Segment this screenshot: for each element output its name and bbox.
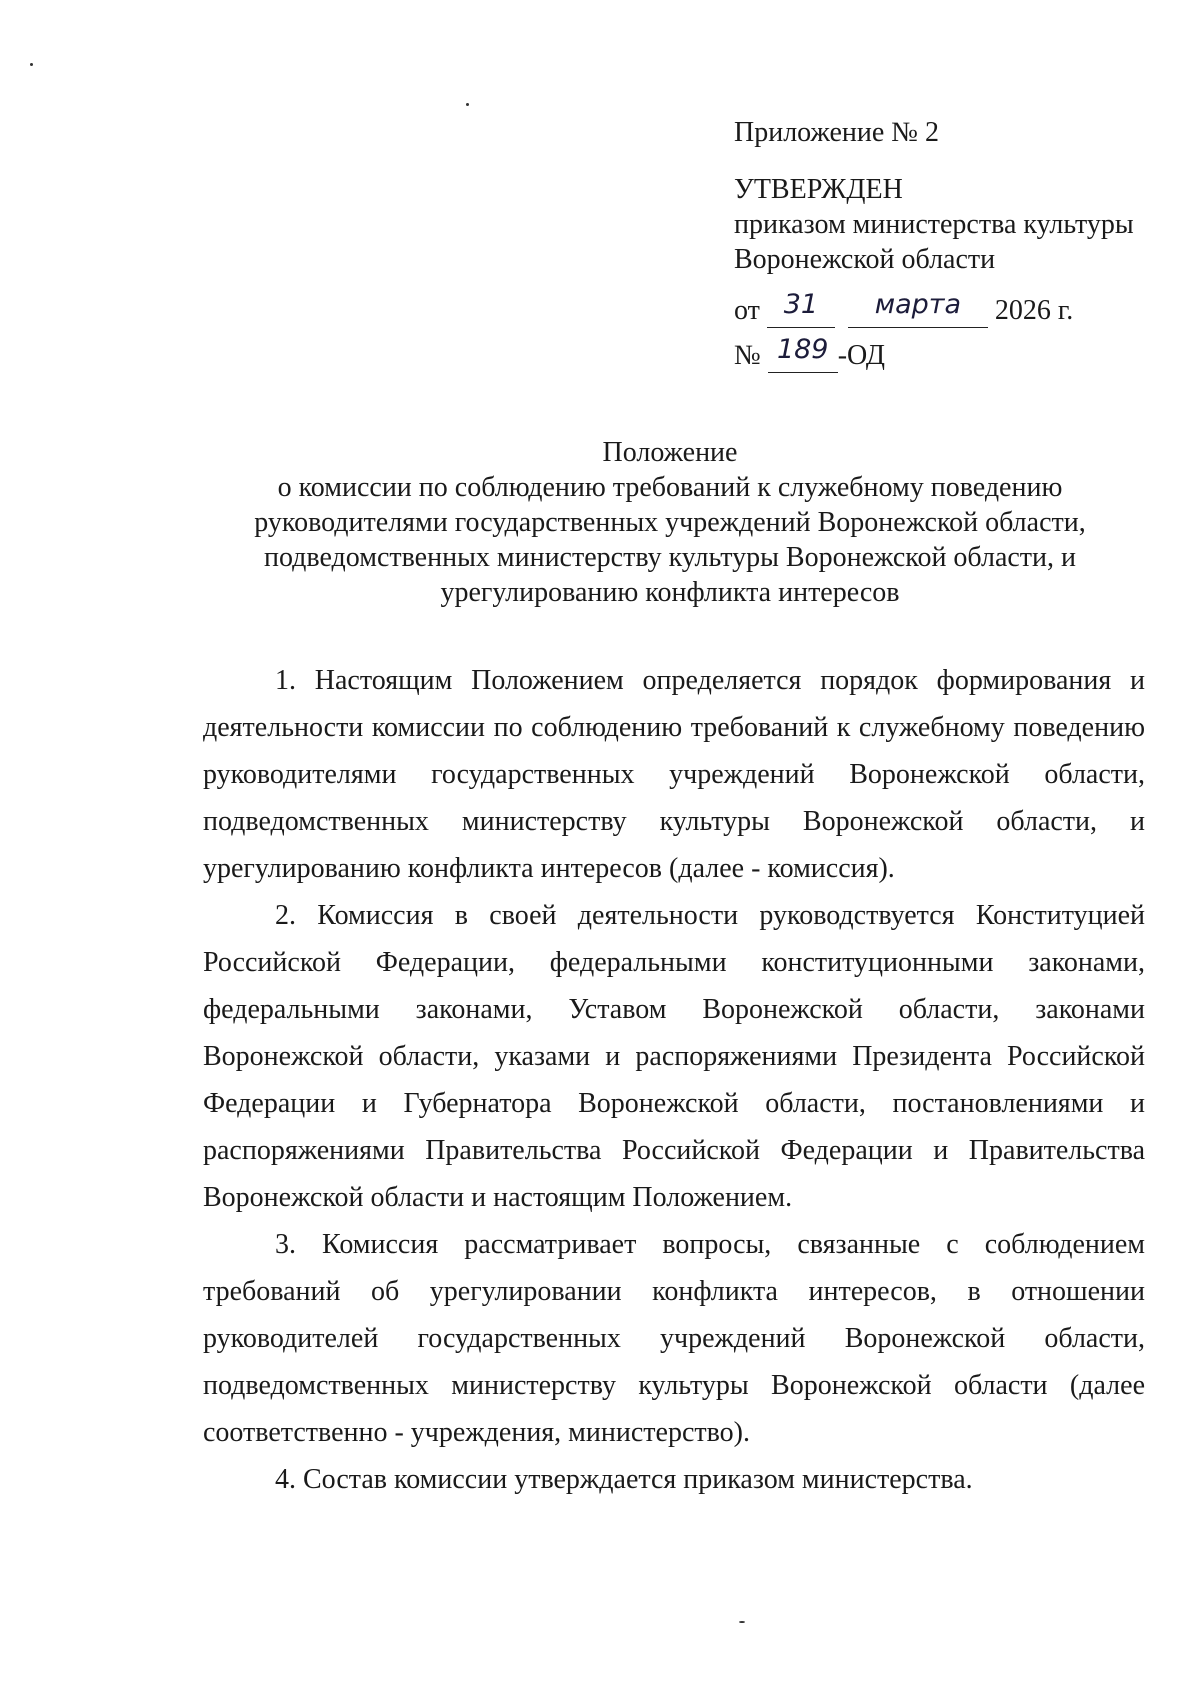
date-day-field [767, 289, 835, 328]
date-month-handwritten: марта [874, 289, 962, 320]
document-body [203, 657, 1145, 1503]
title-line-3: подведомственных министерству культуры Воронежской области, и [263, 542, 1077, 573]
date-prefix: от [734, 295, 760, 326]
paragraph-1: 1. Настоящим Положением определяется порядок формирования и деятельности комиссии по соблюдению требований к служебному поведению руководителями государственных учреждений Воронежской области, подведомственных министерству культуры Воронежской области, и урегулированию конфликта интересов (далее - комиссия). [203, 665, 1145, 884]
title-line-1: о комиссии по соблюдению требований к служебному поведению [277, 472, 1063, 503]
approved-label: УТВЕРЖДЕН [734, 174, 903, 205]
approval-block [734, 115, 1154, 373]
number-prefix: № [734, 340, 761, 371]
appendix-label: Приложение № 2 [734, 117, 939, 148]
title-line-4: урегулированию конфликта интересов [440, 577, 900, 608]
date-year: 2026 г. [994, 295, 1074, 326]
title-line-2: руководителями государственных учреждений Воронежской области, [254, 507, 1086, 538]
order-line-2: Воронежской области [734, 244, 996, 275]
number-field [768, 334, 838, 373]
date-day-handwritten: 31 [783, 289, 819, 320]
order-date [734, 289, 1154, 328]
scan-speck [466, 103, 469, 106]
document-title [200, 435, 1140, 610]
scan-speck [30, 63, 33, 66]
paragraph-3: 3. Комиссия рассматривает вопросы, связанные с соблюдением требований об урегулировании конфликта интересов, в отношении руководителей государственных учреждений Воронежской области, подведомственных министерству культуры Воронежской области (далее соответственно - учреждения, министерство). [203, 1229, 1145, 1448]
paragraph-2: 2. Комиссия в своей деятельности руководствуется Конституцией Российской Федерации, федеральными конституционными законами, федеральными законами, Уставом Воронежской области, законами Воронежской области, указами и распоряжениями Президента Российской Федерации и Губернатора Воронежской области, постановлениями и распоряжениями Правительства Российской Федерации и Правительства Воронежской области и настоящим Положением. [203, 900, 1145, 1213]
number-handwritten: 189 [776, 334, 829, 365]
scan-speck [739, 1621, 745, 1623]
number-suffix: -ОД [837, 340, 885, 371]
date-month-field [848, 289, 988, 328]
paragraph-4: 4. Состав комиссии утверждается приказом министерства. [275, 1464, 973, 1495]
title-heading: Положение [602, 437, 738, 468]
order-number [734, 334, 1154, 373]
order-line-1: приказом министерства культуры [734, 209, 1134, 240]
